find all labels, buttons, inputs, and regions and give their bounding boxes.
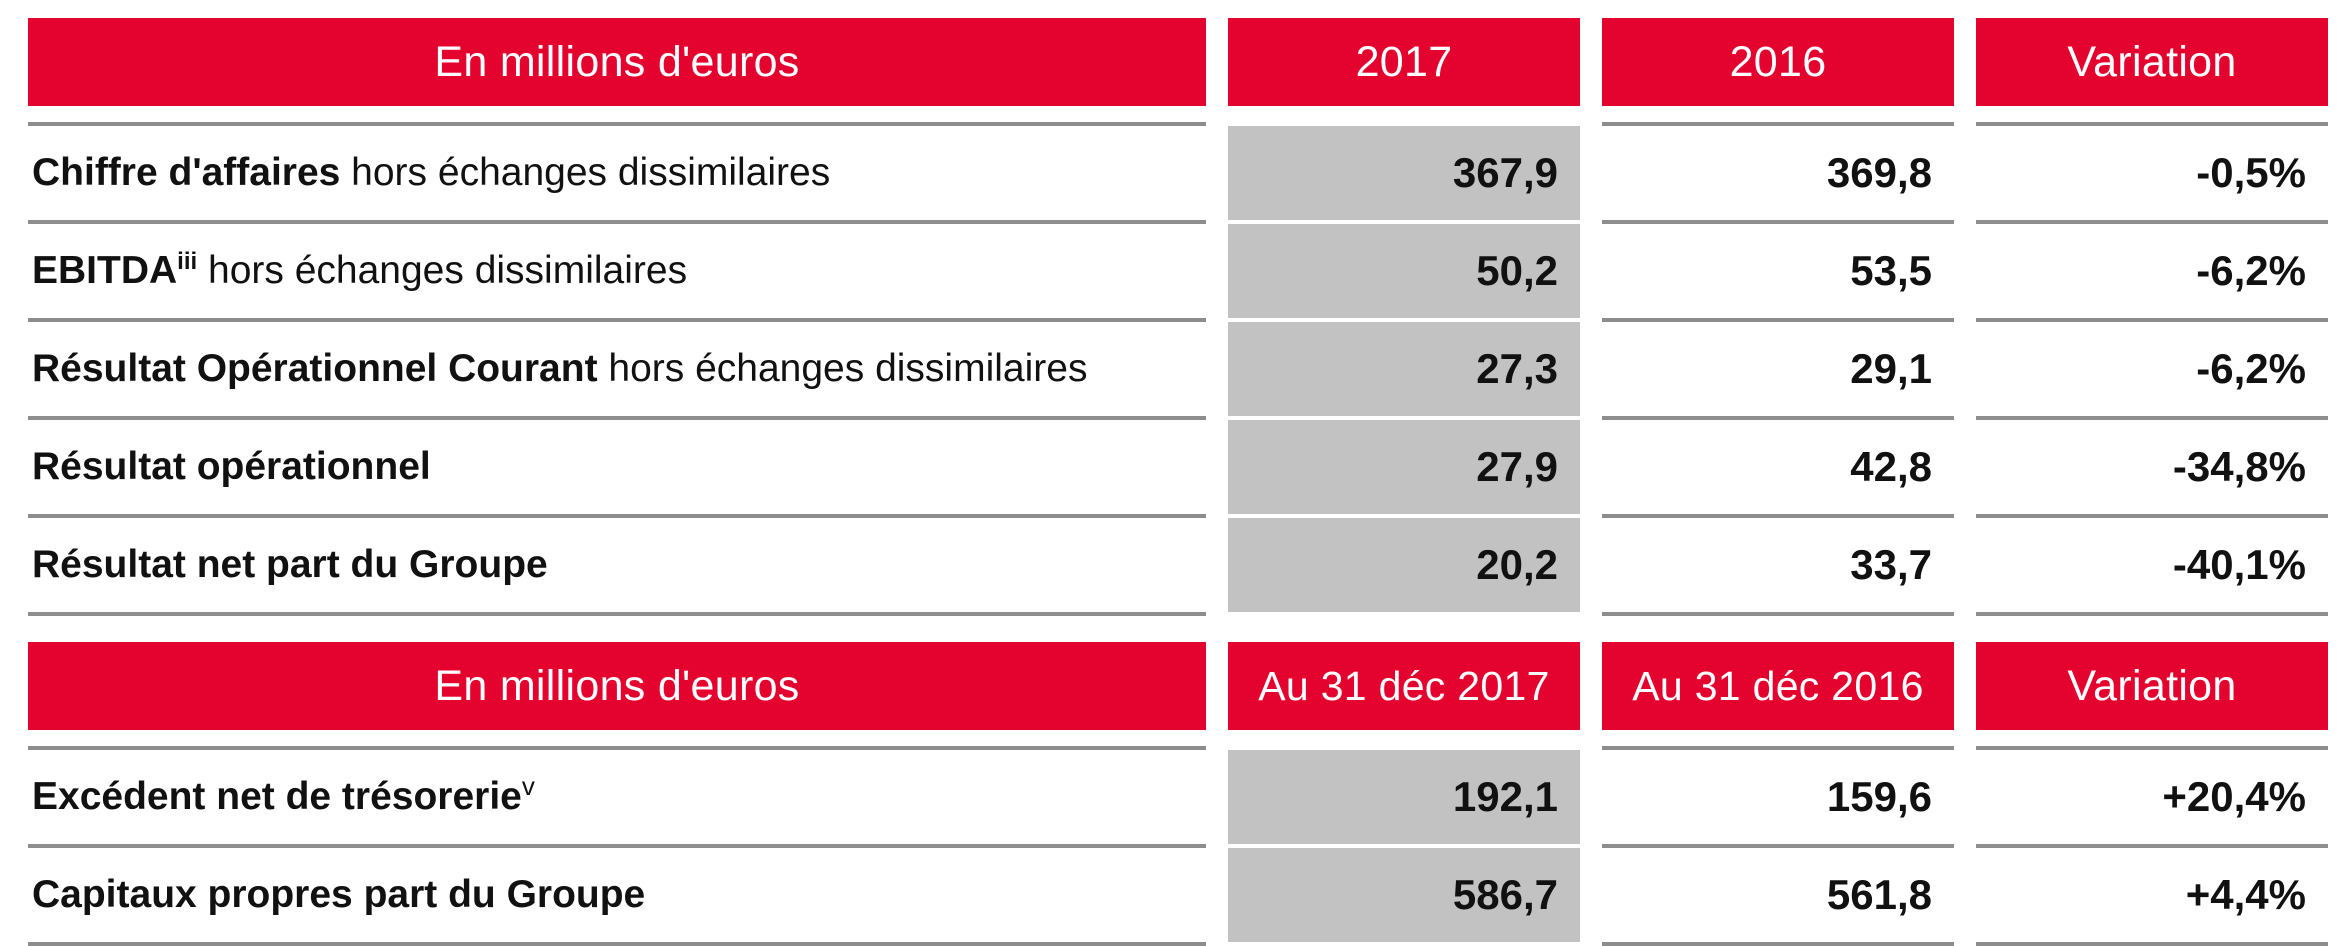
- income-header-row: [28, 18, 2328, 106]
- gap: [1206, 416, 1228, 514]
- gap: [1580, 220, 1602, 318]
- row-label-rest: hors échanges dissimilaires: [597, 347, 1088, 390]
- row-label-strong: Résultat opérationnel: [32, 445, 431, 488]
- cell-2017: 367,9: [1228, 122, 1580, 220]
- gap: [1206, 642, 1228, 730]
- gap: [1580, 18, 1602, 106]
- balance-header-row: [28, 642, 2328, 730]
- cell-2017: 27,3: [1228, 318, 1580, 416]
- income-header-2016: 2016: [1602, 18, 1954, 106]
- gap: [1206, 514, 1228, 616]
- cell-2017: 192,1: [1228, 746, 1580, 844]
- table-row: [28, 844, 2328, 946]
- gap: [1954, 318, 1976, 416]
- row-label-ebitda: [28, 220, 1206, 318]
- row-label-rest: hors échanges dissimilaires: [197, 249, 688, 292]
- balance-header-variation: Variation: [1976, 642, 2328, 730]
- gap: [1580, 746, 1602, 844]
- row-label-excedent-net-tresorerie: [28, 746, 1206, 844]
- gap: [1954, 122, 1976, 220]
- gap: [1580, 514, 1602, 616]
- cell-2017: 27,9: [1228, 416, 1580, 514]
- table-row: [28, 318, 2328, 416]
- row-label-capitaux-propres-part-groupe: [28, 844, 1206, 946]
- header-spacer: [28, 730, 2328, 746]
- gap: [1206, 122, 1228, 220]
- table-row: [28, 514, 2328, 616]
- row-label-strong: Résultat Opérationnel Courant: [32, 347, 598, 390]
- gap: [1206, 220, 1228, 318]
- gap: [1206, 746, 1228, 844]
- cell-2016: 369,8: [1602, 122, 1954, 220]
- cell-variation: -40,1%: [1976, 514, 2328, 616]
- gap: [1206, 318, 1228, 416]
- cell-2017: 586,7: [1228, 844, 1580, 946]
- row-label-strong: Capitaux propres part du Groupe: [32, 873, 646, 916]
- gap: [1954, 18, 1976, 106]
- cell-variation: -6,2%: [1976, 220, 2328, 318]
- gap: [1580, 844, 1602, 946]
- cell-variation: +4,4%: [1976, 844, 2328, 946]
- row-label-strong: Excédent net de trésorerie: [32, 775, 522, 818]
- balance-header-2017: Au 31 déc 2017: [1228, 642, 1580, 730]
- gap: [1954, 220, 1976, 318]
- header-spacer: [28, 106, 2328, 122]
- table-row: [28, 746, 2328, 844]
- cell-2016: 29,1: [1602, 318, 1954, 416]
- gap: [1580, 416, 1602, 514]
- row-label-resultat-operationnel-courant: [28, 318, 1206, 416]
- table-block-gap: [28, 616, 2314, 642]
- cell-2016: 42,8: [1602, 416, 1954, 514]
- gap: [1954, 844, 1976, 946]
- gap: [1580, 318, 1602, 416]
- gap: [1206, 18, 1228, 106]
- balance-header-label: En millions d'euros: [28, 642, 1206, 730]
- gap: [1954, 514, 1976, 616]
- cell-2016: 33,7: [1602, 514, 1954, 616]
- row-label-resultat-operationnel: [28, 416, 1206, 514]
- row-label-strong: EBITDA: [32, 249, 178, 292]
- table-row: [28, 416, 2328, 514]
- gap: [1954, 746, 1976, 844]
- row-label-rest: hors échanges dissimilaires: [340, 151, 831, 194]
- cell-variation: -6,2%: [1976, 318, 2328, 416]
- gap: [1206, 844, 1228, 946]
- row-label-chiffre-affaires: [28, 122, 1206, 220]
- row-label-strong: Chiffre d'affaires: [32, 151, 341, 194]
- gap: [1954, 642, 1976, 730]
- row-label-strong: Résultat net part du Groupe: [32, 543, 548, 586]
- cell-2016: 561,8: [1602, 844, 1954, 946]
- table-row: [28, 220, 2328, 318]
- cell-2017: 20,2: [1228, 514, 1580, 616]
- table-row: [28, 122, 2328, 220]
- income-header-2017: 2017: [1228, 18, 1580, 106]
- income-header-label: En millions d'euros: [28, 18, 1206, 106]
- cell-2016: 53,5: [1602, 220, 1954, 318]
- cell-2017: 50,2: [1228, 220, 1580, 318]
- balance-sheet-table: [28, 642, 2328, 946]
- row-label-footnote-marker: v: [521, 771, 535, 801]
- gap: [1580, 642, 1602, 730]
- cell-variation: +20,4%: [1976, 746, 2328, 844]
- gap: [1580, 122, 1602, 220]
- cell-variation: -34,8%: [1976, 416, 2328, 514]
- row-label-resultat-net-part-groupe: [28, 514, 1206, 616]
- income-statement-table: [28, 18, 2328, 616]
- income-header-variation: Variation: [1976, 18, 2328, 106]
- cell-2016: 159,6: [1602, 746, 1954, 844]
- row-label-footnote-marker: iii: [177, 248, 198, 275]
- gap: [1954, 416, 1976, 514]
- cell-variation: -0,5%: [1976, 122, 2328, 220]
- balance-header-2016: Au 31 déc 2016: [1602, 642, 1954, 730]
